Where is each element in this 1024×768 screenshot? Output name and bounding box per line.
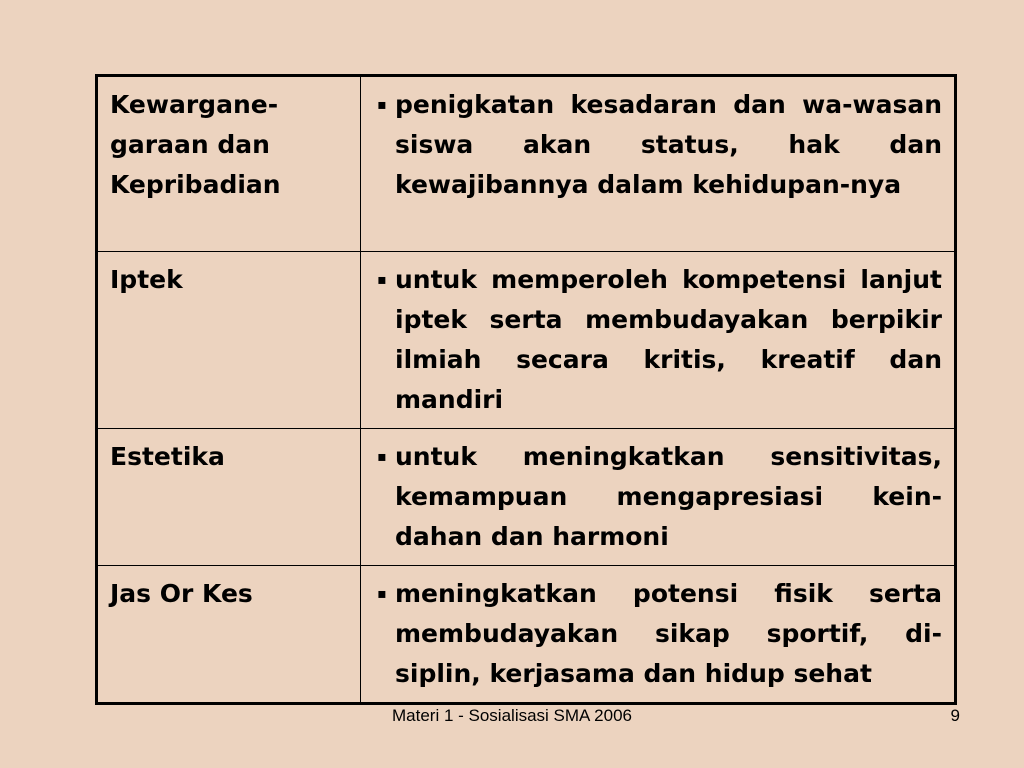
square-bullet-icon: ▪ (377, 449, 387, 465)
content-table (95, 74, 957, 705)
term-cell (97, 566, 361, 704)
table-row (97, 76, 956, 252)
table-row (97, 252, 956, 429)
table-row (97, 566, 956, 704)
square-bullet-icon: ▪ (377, 586, 387, 602)
description-cell (361, 429, 956, 566)
description-cell (361, 76, 956, 252)
description-cell (361, 252, 956, 429)
square-bullet-icon: ▪ (377, 97, 387, 113)
term-label: Jas Or Kes (110, 579, 253, 608)
term-cell (97, 76, 361, 252)
footer-text: Materi 1 - Sosialisasi SMA 2006 (392, 706, 632, 725)
square-bullet-icon: ▪ (377, 272, 387, 288)
page-number: 9 (950, 706, 960, 725)
term-label: Kewargane- garaan dan Kepribadian (110, 90, 281, 199)
table-row (97, 429, 956, 566)
description-text: untuk memperoleh kompetensi lanjut iptek serta membudayakan berpikir ilmiah secara kritis, kreatif dan mandiri (395, 265, 942, 414)
description-text: untuk meningkatkan sensitivitas, kemampuan mengapresiasi kein-dahan dan harmoni (395, 442, 942, 551)
term-cell (97, 252, 361, 429)
description-text: meningkatkan potensi fisik serta membudayakan sikap sportif, di-siplin, kerjasama dan hidup sehat (395, 579, 942, 688)
description-cell (361, 566, 956, 704)
term-label: Estetika (110, 442, 225, 471)
term-label: Iptek (110, 265, 183, 294)
description-text: penigkatan kesadaran dan wa-wasan siswa akan status, hak dan kewajibannya dalam kehidupan-nya (395, 90, 942, 199)
term-cell (97, 429, 361, 566)
